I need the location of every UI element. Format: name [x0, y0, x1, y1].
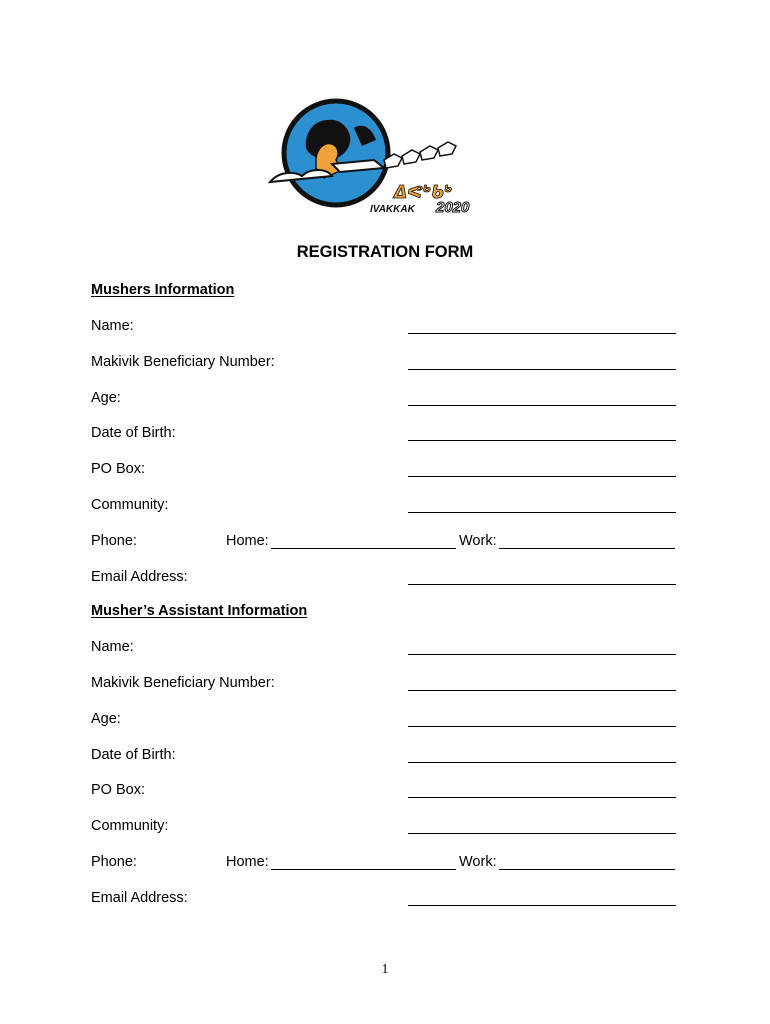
logo-dogs [384, 142, 456, 168]
musher-home-phone-line[interactable] [271, 548, 456, 549]
assistant-work-label: Work: [459, 854, 497, 870]
musher-age-line[interactable] [408, 405, 676, 406]
assistant-section-heading: Musher’s Assistant Information [91, 603, 308, 619]
musher-pobox-line[interactable] [408, 476, 676, 477]
assistant-dob-line[interactable] [408, 762, 676, 763]
assistant-email-line[interactable] [408, 905, 676, 906]
musher-age-label: Age: [91, 390, 121, 406]
assistant-community-line[interactable] [408, 833, 676, 834]
musher-work-label: Work: [459, 533, 497, 549]
page-number: 1 [381, 962, 389, 977]
musher-beneficiary-label: Makivik Beneficiary Number: [91, 354, 275, 370]
musher-community-line[interactable] [408, 512, 676, 513]
assistant-age-line[interactable] [408, 726, 676, 727]
musher-dob-label: Date of Birth: [91, 425, 176, 441]
assistant-work-phone-line[interactable] [499, 869, 675, 870]
assistant-phone-label: Phone: [91, 854, 137, 870]
assistant-dob-label: Date of Birth: [91, 747, 176, 763]
assistant-name-label: Name: [91, 639, 134, 655]
musher-home-label: Home: [226, 533, 269, 549]
assistant-home-label: Home: [226, 854, 269, 870]
assistant-community-label: Community: [91, 818, 169, 834]
assistant-beneficiary-line[interactable] [408, 690, 676, 691]
assistant-pobox-line[interactable] [408, 797, 676, 798]
musher-email-line[interactable] [408, 584, 676, 585]
musher-community-label: Community: [91, 497, 169, 513]
assistant-home-phone-line[interactable] [271, 869, 456, 870]
musher-work-phone-line[interactable] [499, 548, 675, 549]
musher-email-label: Email Address: [91, 569, 188, 585]
musher-dob-line[interactable] [408, 440, 676, 441]
musher-section-heading: Mushers Information [91, 282, 235, 298]
musher-name-line[interactable] [408, 333, 676, 334]
assistant-pobox-label: PO Box: [91, 782, 145, 798]
musher-pobox-label: PO Box: [91, 461, 145, 477]
assistant-beneficiary-label: Makivik Beneficiary Number: [91, 675, 275, 691]
assistant-name-line[interactable] [408, 654, 676, 655]
musher-name-label: Name: [91, 318, 134, 334]
assistant-age-label: Age: [91, 711, 121, 727]
logo-syllabics: ᐃᕙᒃᑲᒃ [394, 183, 453, 203]
logo-caption: IVAKKAK [370, 204, 415, 215]
form-title: REGISTRATION FORM [296, 243, 474, 261]
ivakkak-2020-logo [266, 98, 482, 218]
assistant-email-label: Email Address: [91, 890, 188, 906]
logo-year: 2020 [436, 199, 470, 216]
musher-phone-label: Phone: [91, 533, 137, 549]
musher-beneficiary-line[interactable] [408, 369, 676, 370]
